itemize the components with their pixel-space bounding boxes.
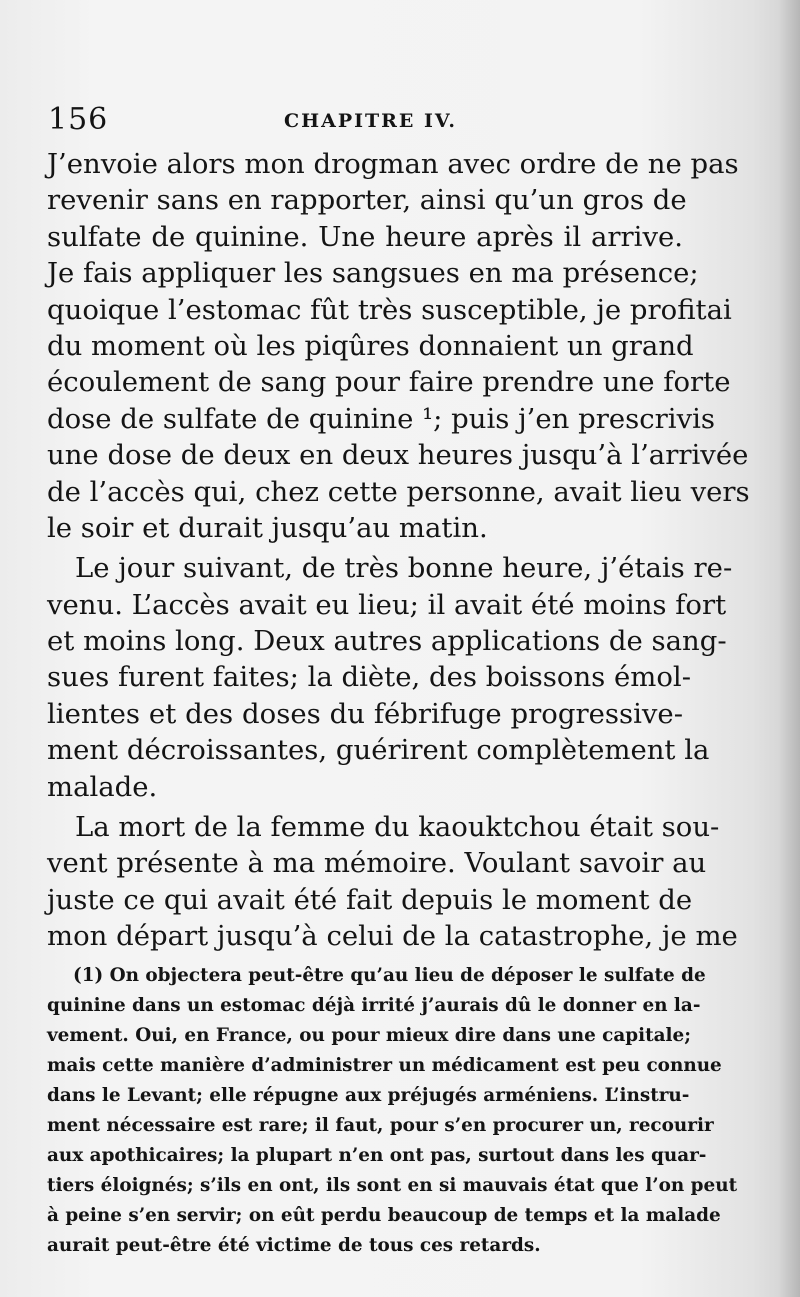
paragraph-2	[47, 550, 733, 805]
running-head: CHAPITRE IV.	[284, 110, 457, 132]
page-header	[48, 102, 688, 142]
footnote-line: aux apothicaires; la plupart n’en ont pas, surtout dans les quar-	[47, 1145, 707, 1166]
text-line: mon départ jusqu’à celui de la catastrophe, je me	[47, 920, 738, 953]
text-line: ment décroissantes, guérirent complètement la	[47, 734, 710, 767]
text-line: sues furent faites; la diète, des boissons émol-	[47, 661, 692, 694]
text-line: Je fais appliquer les sangsues en ma présence;	[47, 257, 699, 290]
body-text	[47, 146, 750, 955]
footnote-line: ment nécessaire est rare; il faut, pour s’en procurer un, recourir	[47, 1115, 714, 1136]
text-line: juste ce qui avait été fait depuis le moment de	[47, 883, 693, 916]
text-line: une dose de deux en deux heures jusqu’à l’arrivée	[47, 439, 749, 472]
text-line: de l’accès qui, chez cette personne, avait lieu vers	[47, 475, 750, 508]
footnote-line: (1) On objectera peut-être qu’au lieu de déposer le sulfate de	[73, 965, 706, 986]
text-line: écoulement de sang pour faire prendre une forte	[47, 366, 731, 399]
footnote-line: tiers éloignés; s’ils en ont, ils sont en si mauvais état que l’on peut	[47, 1175, 738, 1196]
footnote-line: à peine s’en servir; on eût perdu beaucoup de temps et la malade	[47, 1205, 721, 1226]
footnote-line: quinine dans un estomac déjà irrité j’aurais dû le donner en la-	[47, 995, 701, 1016]
text-line: quoique l’estomac fût très susceptible, je profitai	[47, 293, 732, 326]
footnote-line: dans le Levant; elle répugne aux préjugés arméniens. L’instru-	[47, 1085, 690, 1106]
text-line: La mort de la femme du kaouktchou était sou-	[75, 811, 720, 844]
footnote-line: aurait peut-être été victime de tous ces retards.	[47, 1235, 541, 1256]
text-line-with-footnote-ref: dose de sulfate de quinine ¹; puis j’en prescrivis	[47, 402, 716, 435]
paragraph-1	[47, 146, 750, 546]
text-line: du moment où les piqûres donnaient un grand	[47, 329, 694, 362]
text-line: le soir et durait jusqu’au matin.	[47, 511, 488, 544]
footnote-line: vement. Oui, en France, ou pour mieux dire dans une capitale;	[47, 1025, 692, 1046]
text-line: sulfate de quinine. Une heure après il arrive.	[47, 220, 683, 253]
page-number: 156	[48, 102, 109, 137]
footnote	[47, 961, 738, 1261]
page-edge-shadow	[778, 0, 800, 1297]
text-line: et moins long. Deux autres applications de sang-	[47, 625, 727, 658]
text-line: malade.	[47, 770, 158, 803]
text-line: revenir sans en rapporter, ainsi qu’un gros de	[47, 184, 687, 217]
text-line: lientes et des doses du fébrifuge progressive-	[47, 697, 683, 730]
text-line: venu. L’accès avait eu lieu; il avait été moins fort	[47, 588, 727, 621]
text-line: vent présente à ma mémoire. Voulant savoir au	[47, 847, 707, 880]
paragraph-3	[47, 809, 738, 955]
footnote-line: mais cette manière d’administrer un médicament est peu connue	[47, 1055, 722, 1076]
text-line: J’envoie alors mon drogman avec ordre de ne pas	[47, 148, 739, 180]
text-line: Le jour suivant, de très bonne heure, j’étais re-	[75, 552, 733, 585]
